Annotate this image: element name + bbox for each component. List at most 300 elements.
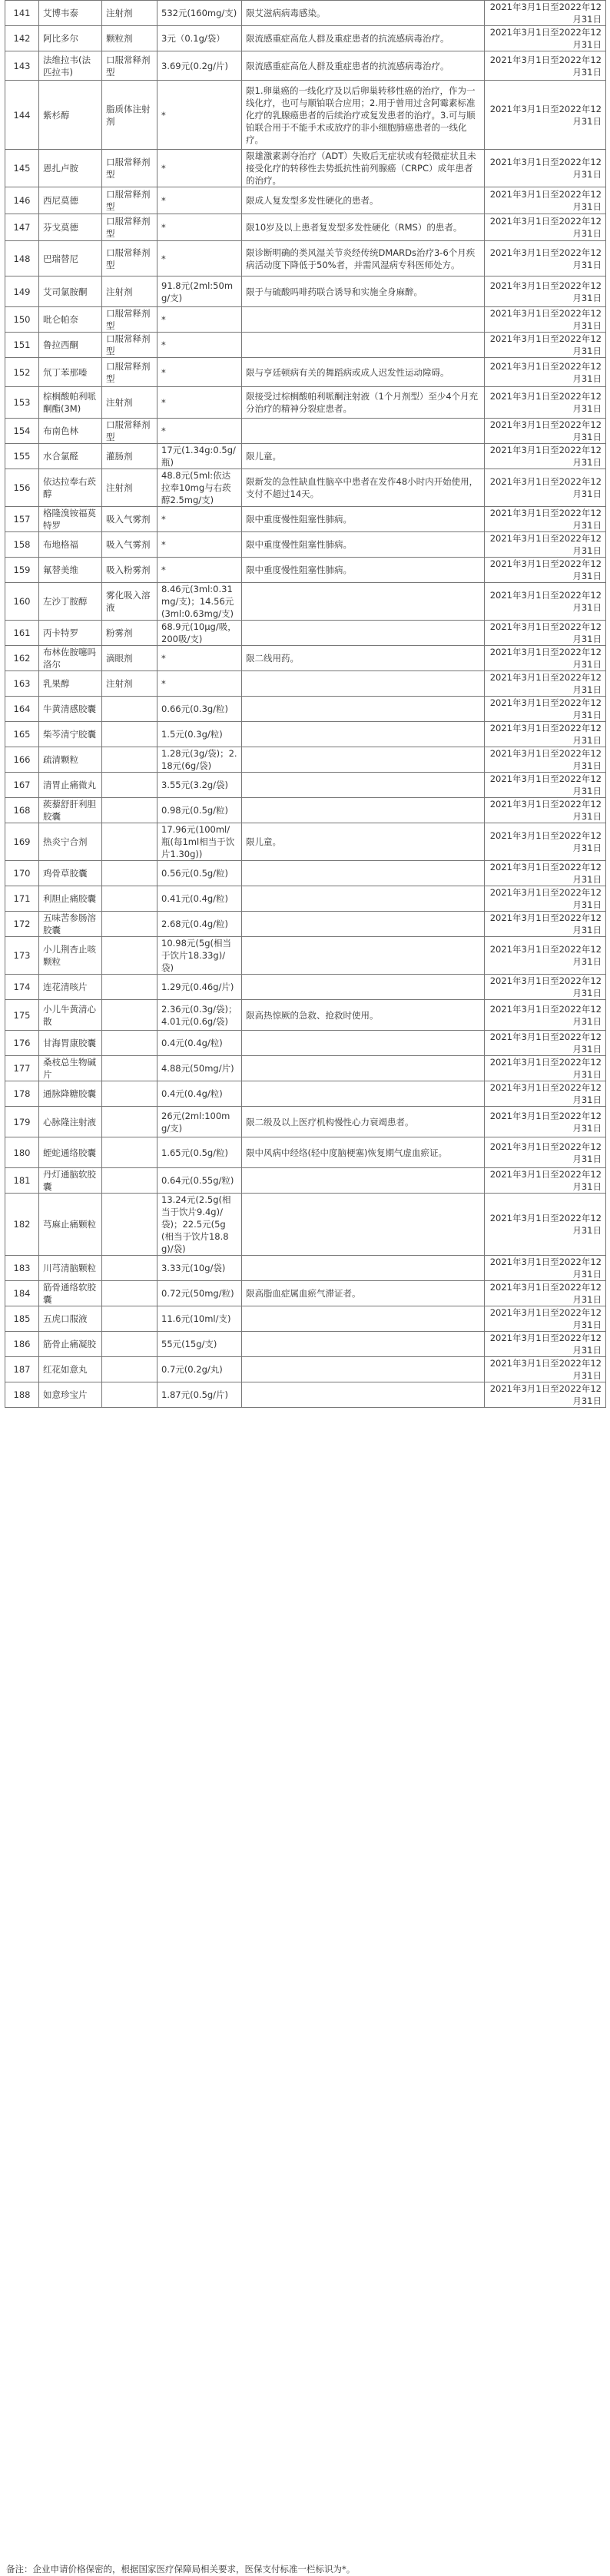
validity-period-cell: 2021年3月1日至2022年12月31日 (485, 697, 606, 722)
restriction-cell: 限中风病中经络(轻中度脑梗塞)恢复期气虚血瘀证。 (242, 1137, 485, 1168)
payment-standard-cell: * (157, 558, 242, 583)
dosage-form-cell (102, 912, 157, 937)
restriction-cell (242, 912, 485, 937)
payment-standard-cell: 1.87元(0.5g/片) (157, 1382, 242, 1408)
payment-standard-cell: 17.96元(100ml/瓶(每1ml相当于饮片1.30g)) (157, 823, 242, 861)
restriction-cell: 限与亨廷顿病有关的舞蹈病或成人迟发性运动障碍。 (242, 358, 485, 387)
payment-standard-cell: * (157, 671, 242, 697)
dosage-form-cell (102, 798, 157, 823)
validity-period-cell: 2021年3月1日至2022年12月31日 (485, 1194, 606, 1256)
dosage-form-cell: 滴眼剂 (102, 646, 157, 671)
row-number-cell: 161 (5, 621, 39, 646)
payment-standard-cell: 10.98元(5g(相当于饮片18.33g)/袋) (157, 937, 242, 975)
drug-name-cell: 布地格福 (39, 532, 102, 558)
row-number-cell: 141 (5, 1, 39, 26)
payment-standard-cell: 17元(1.34g:0.5g/瓶) (157, 444, 242, 469)
validity-period-cell: 2021年3月1日至2022年12月31日 (485, 1168, 606, 1194)
dosage-form-cell: 口服常释剂型 (102, 307, 157, 333)
restriction-cell: 限于与硫酸吗啡药联合诱导和实施全身麻醉。 (242, 276, 485, 307)
payment-standard-cell: 55元(15g/支) (157, 1332, 242, 1357)
drug-name-cell: 如意珍宝片 (39, 1382, 102, 1408)
dosage-form-cell (102, 1031, 157, 1056)
payment-standard-cell: * (157, 214, 242, 241)
table-row (5, 1357, 606, 1382)
validity-period-cell: 2021年3月1日至2022年12月31日 (485, 861, 606, 886)
table-row (5, 358, 606, 387)
restriction-cell (242, 861, 485, 886)
dosage-form-cell (102, 886, 157, 912)
restriction-cell (242, 1382, 485, 1408)
dosage-form-cell: 吸入气雾剂 (102, 507, 157, 532)
drug-name-cell: 艾博韦泰 (39, 1, 102, 26)
payment-standard-cell: 4.88元(50mg/片) (157, 1056, 242, 1081)
validity-period-cell: 2021年3月1日至2022年12月31日 (485, 1306, 606, 1332)
row-number-cell: 188 (5, 1382, 39, 1408)
validity-period-cell: 2021年3月1日至2022年12月31日 (485, 747, 606, 773)
drug-name-cell: 川芎清脑颗粒 (39, 1256, 102, 1281)
table-row (5, 773, 606, 798)
restriction-cell: 限1.卵巢癌的一线化疗及以后卵巢转移性癌的治疗，作为一线化疗，也可与顺铂联合应用；2.用于曾用过含阿霉素标准化疗的乳腺癌患者的后续治疗或复发患者的治疗。3.可与顺铂联合用于不能手术或放疗的非小细胞肺癌患者的一线化疗。 (242, 81, 485, 150)
row-number-cell: 146 (5, 187, 39, 214)
row-number-cell: 159 (5, 558, 39, 583)
row-number-cell: 145 (5, 150, 39, 187)
row-number-cell: 177 (5, 1056, 39, 1081)
payment-standard-cell: * (157, 387, 242, 419)
row-number-cell: 170 (5, 861, 39, 886)
row-number-cell: 151 (5, 333, 39, 358)
restriction-cell (242, 307, 485, 333)
payment-standard-cell: 0.7元(0.2g/丸) (157, 1357, 242, 1382)
drug-name-cell: 依达拉奉右莰醇 (39, 469, 102, 507)
row-number-cell: 181 (5, 1168, 39, 1194)
validity-period-cell: 2021年3月1日至2022年12月31日 (485, 886, 606, 912)
dosage-form-cell: 脂质体注射剂 (102, 81, 157, 150)
table-row (5, 646, 606, 671)
drug-name-cell: 小儿荆杏止咳颗粒 (39, 937, 102, 975)
drug-name-cell: 吡仑帕奈 (39, 307, 102, 333)
restriction-cell: 限接受过棕榈酸帕利哌酮注射液（1个月剂型）至少4个月充分治疗的精神分裂症患者。 (242, 387, 485, 419)
validity-period-cell: 2021年3月1日至2022年12月31日 (485, 276, 606, 307)
table-row (5, 333, 606, 358)
restriction-cell: 限新发的急性缺血性脑卒中患者在发作48小时内开始使用，支付不超过14天。 (242, 469, 485, 507)
restriction-cell (242, 621, 485, 646)
payment-standard-cell: 3.55元(3.2g/袋) (157, 773, 242, 798)
drug-name-cell: 丹灯通脑软胶囊 (39, 1168, 102, 1194)
restriction-cell (242, 333, 485, 358)
drug-name-cell: 氟替美维 (39, 558, 102, 583)
dosage-form-cell: 口服常释剂型 (102, 51, 157, 81)
drug-name-cell: 红花如意丸 (39, 1357, 102, 1382)
drug-name-cell: 柴芩清宁胶囊 (39, 722, 102, 747)
drug-name-cell: 布林佐胺噻吗洛尔 (39, 646, 102, 671)
payment-standard-cell: * (157, 358, 242, 387)
validity-period-cell: 2021年3月1日至2022年12月31日 (485, 722, 606, 747)
drug-payment-table (5, 0, 606, 1408)
payment-standard-cell: 0.41元(0.4g/粒) (157, 886, 242, 912)
payment-standard-cell: 91.8元(2ml:50mg/支) (157, 276, 242, 307)
row-number-cell: 147 (5, 214, 39, 241)
row-number-cell: 185 (5, 1306, 39, 1332)
validity-period-cell: 2021年3月1日至2022年12月31日 (485, 150, 606, 187)
table-row (5, 747, 606, 773)
drug-name-cell: 牛黄清感胶囊 (39, 697, 102, 722)
row-number-cell: 160 (5, 583, 39, 621)
table-row (5, 975, 606, 1000)
row-number-cell: 157 (5, 507, 39, 532)
validity-period-cell: 2021年3月1日至2022年12月31日 (485, 507, 606, 532)
payment-standard-cell: 48.8元(5ml:依达拉奉10mg与右莰醇2.5mg/支) (157, 469, 242, 507)
row-number-cell: 165 (5, 722, 39, 747)
payment-standard-cell: * (157, 333, 242, 358)
row-number-cell: 153 (5, 387, 39, 419)
table-row (5, 187, 606, 214)
dosage-form-cell: 吸入粉雾剂 (102, 558, 157, 583)
row-number-cell: 149 (5, 276, 39, 307)
payment-standard-cell: 0.56元(0.5g/粒) (157, 861, 242, 886)
validity-period-cell: 2021年3月1日至2022年12月31日 (485, 773, 606, 798)
validity-period-cell: 2021年3月1日至2022年12月31日 (485, 1107, 606, 1137)
table-row (5, 419, 606, 444)
table-row (5, 1031, 606, 1056)
validity-period-cell: 2021年3月1日至2022年12月31日 (485, 1137, 606, 1168)
table-row (5, 507, 606, 532)
drug-name-cell: 艾司氯胺酮 (39, 276, 102, 307)
drug-name-cell: 甘海胃康胶囊 (39, 1031, 102, 1056)
table-row (5, 1306, 606, 1332)
dosage-form-cell (102, 1056, 157, 1081)
payment-standard-cell: 3.33元(10g/袋) (157, 1256, 242, 1281)
drug-name-cell: 桑枝总生物碱片 (39, 1056, 102, 1081)
drug-name-cell: 五虎口服液 (39, 1306, 102, 1332)
drug-name-cell: 蒺藜舒肝利胆胶囊 (39, 798, 102, 823)
restriction-cell (242, 937, 485, 975)
restriction-cell (242, 1194, 485, 1256)
drug-name-cell: 连花清咳片 (39, 975, 102, 1000)
validity-period-cell: 2021年3月1日至2022年12月31日 (485, 1, 606, 26)
table-row (5, 1056, 606, 1081)
dosage-form-cell (102, 697, 157, 722)
dosage-form-cell (102, 823, 157, 861)
table-row (5, 1081, 606, 1107)
payment-standard-cell: 11.6元(10ml/支) (157, 1306, 242, 1332)
payment-standard-cell: 68.9元(10μg/吸，200吸/支) (157, 621, 242, 646)
row-number-cell: 168 (5, 798, 39, 823)
dosage-form-cell (102, 1000, 157, 1031)
row-number-cell: 144 (5, 81, 39, 150)
table-row (5, 469, 606, 507)
table-row (5, 81, 606, 150)
restriction-cell: 限流感重症高危人群及重症患者的抗流感病毒治疗。 (242, 26, 485, 51)
row-number-cell: 169 (5, 823, 39, 861)
table-row (5, 150, 606, 187)
row-number-cell: 152 (5, 358, 39, 387)
row-number-cell: 166 (5, 747, 39, 773)
dosage-form-cell (102, 937, 157, 975)
restriction-cell (242, 1056, 485, 1081)
table-row (5, 558, 606, 583)
restriction-cell (242, 1168, 485, 1194)
dosage-form-cell: 口服常释剂型 (102, 187, 157, 214)
table-row (5, 1194, 606, 1256)
payment-standard-cell: 1.29元(0.46g/片) (157, 975, 242, 1000)
drug-name-cell: 鲁拉西酮 (39, 333, 102, 358)
restriction-cell (242, 1332, 485, 1357)
validity-period-cell: 2021年3月1日至2022年12月31日 (485, 241, 606, 276)
restriction-cell: 限10岁及以上患者复发型多发性硬化（RMS）的患者。 (242, 214, 485, 241)
row-number-cell: 179 (5, 1107, 39, 1137)
validity-period-cell: 2021年3月1日至2022年12月31日 (485, 532, 606, 558)
validity-period-cell: 2021年3月1日至2022年12月31日 (485, 621, 606, 646)
drug-name-cell: 棕榈酸帕利哌酮酯(3M) (39, 387, 102, 419)
payment-standard-cell: * (157, 646, 242, 671)
dosage-form-cell (102, 1137, 157, 1168)
row-number-cell: 143 (5, 51, 39, 81)
validity-period-cell: 2021年3月1日至2022年12月31日 (485, 214, 606, 241)
payment-standard-cell: 8.46元(3ml:0.31mg/支)；14.56元(3ml:0.63mg/支) (157, 583, 242, 621)
drug-name-cell: 恩扎卢胺 (39, 150, 102, 187)
restriction-cell: 限高脂血症属血瘀气滞证者。 (242, 1281, 485, 1306)
restriction-cell: 限高热惊厥的急救、抢救时使用。 (242, 1000, 485, 1031)
drug-name-cell: 法维拉韦(法匹拉韦) (39, 51, 102, 81)
drug-name-cell: 清胃止痛微丸 (39, 773, 102, 798)
validity-period-cell: 2021年3月1日至2022年12月31日 (485, 81, 606, 150)
table-row (5, 583, 606, 621)
validity-period-cell: 2021年3月1日至2022年12月31日 (485, 1382, 606, 1408)
drug-name-cell: 通脉降糖胶囊 (39, 1081, 102, 1107)
restriction-cell: 限诊断明确的类风湿关节炎经传统DMARDs治疗3-6个月疾病活动度下降低于50%者，并需风湿病专科医师处方。 (242, 241, 485, 276)
drug-name-cell: 乳果醇 (39, 671, 102, 697)
row-number-cell: 175 (5, 1000, 39, 1031)
table-row (5, 26, 606, 51)
row-number-cell: 142 (5, 26, 39, 51)
validity-period-cell: 2021年3月1日至2022年12月31日 (485, 823, 606, 861)
payment-standard-cell: 2.36元(0.3g/袋)；4.01元(0.6g/袋) (157, 1000, 242, 1031)
table-row (5, 886, 606, 912)
payment-standard-cell: 1.5元(0.3g/粒) (157, 722, 242, 747)
row-number-cell: 173 (5, 937, 39, 975)
row-number-cell: 180 (5, 1137, 39, 1168)
payment-standard-cell: 3元（0.1g/袋） (157, 26, 242, 51)
table-row (5, 1382, 606, 1408)
validity-period-cell: 2021年3月1日至2022年12月31日 (485, 1056, 606, 1081)
dosage-form-cell (102, 1357, 157, 1382)
restriction-cell: 限儿童。 (242, 823, 485, 861)
row-number-cell: 178 (5, 1081, 39, 1107)
dosage-form-cell (102, 1194, 157, 1256)
validity-period-cell: 2021年3月1日至2022年12月31日 (485, 583, 606, 621)
validity-period-cell: 2021年3月1日至2022年12月31日 (485, 937, 606, 975)
drug-name-cell: 五味苦参肠溶胶囊 (39, 912, 102, 937)
drug-name-cell: 紫杉醇 (39, 81, 102, 150)
validity-period-cell: 2021年3月1日至2022年12月31日 (485, 646, 606, 671)
drug-name-cell: 筋骨通络软胶囊 (39, 1281, 102, 1306)
validity-period-cell: 2021年3月1日至2022年12月31日 (485, 1000, 606, 1031)
payment-standard-cell: 0.66元(0.3g/粒) (157, 697, 242, 722)
table-row (5, 1137, 606, 1168)
dosage-form-cell (102, 773, 157, 798)
dosage-form-cell: 注射剂 (102, 469, 157, 507)
drug-name-cell: 筋骨止痛凝胶 (39, 1332, 102, 1357)
validity-period-cell: 2021年3月1日至2022年12月31日 (485, 912, 606, 937)
row-number-cell: 183 (5, 1256, 39, 1281)
drug-name-cell: 水合氯醛 (39, 444, 102, 469)
restriction-cell (242, 419, 485, 444)
dosage-form-cell (102, 1168, 157, 1194)
dosage-form-cell: 注射剂 (102, 276, 157, 307)
validity-period-cell: 2021年3月1日至2022年12月31日 (485, 387, 606, 419)
payment-standard-cell: * (157, 241, 242, 276)
drug-name-cell: 芎麻止痛颗粒 (39, 1194, 102, 1256)
restriction-cell: 限二线用药。 (242, 646, 485, 671)
restriction-cell (242, 1031, 485, 1056)
payment-standard-cell: 0.4元(0.4g/粒) (157, 1081, 242, 1107)
table-row (5, 214, 606, 241)
table-row (5, 444, 606, 469)
payment-standard-cell: * (157, 307, 242, 333)
drug-name-cell: 格隆溴铵福莫特罗 (39, 507, 102, 532)
restriction-cell (242, 1306, 485, 1332)
dosage-form-cell: 雾化吸入溶液 (102, 583, 157, 621)
table-row (5, 861, 606, 886)
table-row (5, 1332, 606, 1357)
dosage-form-cell (102, 1281, 157, 1306)
row-number-cell: 186 (5, 1332, 39, 1357)
dosage-form-cell: 口服常释剂型 (102, 214, 157, 241)
restriction-cell: 限二级及以上医疗机构慢性心力衰竭患者。 (242, 1107, 485, 1137)
drug-name-cell: 蛭蛇通络胶囊 (39, 1137, 102, 1168)
row-number-cell: 150 (5, 307, 39, 333)
dosage-form-cell (102, 722, 157, 747)
drug-name-cell: 布南色林 (39, 419, 102, 444)
table-row (5, 307, 606, 333)
validity-period-cell: 2021年3月1日至2022年12月31日 (485, 444, 606, 469)
dosage-form-cell (102, 1256, 157, 1281)
row-number-cell: 174 (5, 975, 39, 1000)
restriction-cell: 限艾滋病病毒感染。 (242, 1, 485, 26)
table-row (5, 241, 606, 276)
drug-name-cell: 左沙丁胺醇 (39, 583, 102, 621)
validity-period-cell: 2021年3月1日至2022年12月31日 (485, 187, 606, 214)
validity-period-cell: 2021年3月1日至2022年12月31日 (485, 1256, 606, 1281)
validity-period-cell: 2021年3月1日至2022年12月31日 (485, 671, 606, 697)
drug-name-cell: 疏清颗粒 (39, 747, 102, 773)
dosage-form-cell (102, 1081, 157, 1107)
validity-period-cell: 2021年3月1日至2022年12月31日 (485, 469, 606, 507)
row-number-cell: 164 (5, 697, 39, 722)
row-number-cell: 155 (5, 444, 39, 469)
payment-standard-cell: 532元(160mg/支) (157, 1, 242, 26)
drug-name-cell: 小儿牛黄清心散 (39, 1000, 102, 1031)
table-row (5, 671, 606, 697)
restriction-cell (242, 798, 485, 823)
payment-standard-cell: 26元(2ml:100mg/支) (157, 1107, 242, 1137)
dosage-form-cell: 灌肠剂 (102, 444, 157, 469)
payment-standard-cell: 1.28元(3g/袋)；2.18元(6g/袋) (157, 747, 242, 773)
row-number-cell: 156 (5, 469, 39, 507)
payment-standard-cell: * (157, 419, 242, 444)
table-row (5, 1256, 606, 1281)
restriction-cell (242, 975, 485, 1000)
restriction-cell: 限中重度慢性阻塞性肺病。 (242, 558, 485, 583)
drug-name-cell: 西尼莫德 (39, 187, 102, 214)
table-row (5, 1168, 606, 1194)
restriction-cell: 限中重度慢性阻塞性肺病。 (242, 532, 485, 558)
payment-standard-cell: 2.68元(0.4g/粒) (157, 912, 242, 937)
table-row (5, 1107, 606, 1137)
payment-standard-cell: * (157, 507, 242, 532)
restriction-cell: 限流感重症高危人群及重症患者的抗流感病毒治疗。 (242, 51, 485, 81)
payment-standard-cell: * (157, 532, 242, 558)
table-row (5, 937, 606, 975)
payment-standard-cell: 1.65元(0.5g/粒) (157, 1137, 242, 1168)
validity-period-cell: 2021年3月1日至2022年12月31日 (485, 51, 606, 81)
row-number-cell: 184 (5, 1281, 39, 1306)
validity-period-cell: 2021年3月1日至2022年12月31日 (485, 1357, 606, 1382)
drug-name-cell: 芬戈莫德 (39, 214, 102, 241)
dosage-form-cell: 粉雾剂 (102, 621, 157, 646)
payment-standard-cell: 3.69元(0.2g/片) (157, 51, 242, 81)
dosage-form-cell (102, 747, 157, 773)
dosage-form-cell: 颗粒剂 (102, 26, 157, 51)
payment-standard-cell: 13.24元(2.5g(相当于饮片9.4g)/袋)；22.5元(5g(相当于饮片18.8g)/袋) (157, 1194, 242, 1256)
dosage-form-cell: 吸入气雾剂 (102, 532, 157, 558)
row-number-cell: 172 (5, 912, 39, 937)
validity-period-cell: 2021年3月1日至2022年12月31日 (485, 333, 606, 358)
validity-period-cell: 2021年3月1日至2022年12月31日 (485, 1332, 606, 1357)
validity-period-cell: 2021年3月1日至2022年12月31日 (485, 1281, 606, 1306)
restriction-cell: 限雄激素剥夺治疗（ADT）失败后无症状或有轻微症状且未接受化疗的转移性去势抵抗性前列腺癌（CRPC）成年患者的治疗。 (242, 150, 485, 187)
dosage-form-cell (102, 1107, 157, 1137)
restriction-cell (242, 722, 485, 747)
table-row (5, 621, 606, 646)
drug-name-cell: 心脉隆注射液 (39, 1107, 102, 1137)
drug-name-cell: 丙卡特罗 (39, 621, 102, 646)
table-row (5, 387, 606, 419)
drug-name-cell: 鸡骨草胶囊 (39, 861, 102, 886)
validity-period-cell: 2021年3月1日至2022年12月31日 (485, 26, 606, 51)
payment-standard-cell: * (157, 150, 242, 187)
row-number-cell: 171 (5, 886, 39, 912)
table-row (5, 1, 606, 26)
table-row (5, 51, 606, 81)
validity-period-cell: 2021年3月1日至2022年12月31日 (485, 798, 606, 823)
dosage-form-cell: 口服常释剂型 (102, 419, 157, 444)
dosage-form-cell (102, 1382, 157, 1408)
table-row (5, 1000, 606, 1031)
drug-name-cell: 巴瑞替尼 (39, 241, 102, 276)
row-number-cell: 158 (5, 532, 39, 558)
footnote: 备注：企业申请价格保密的，根据国家医疗保障局相关要求，医保支付标准一栏标识为*。 (6, 2564, 356, 2574)
validity-period-cell: 2021年3月1日至2022年12月31日 (485, 307, 606, 333)
dosage-form-cell (102, 1306, 157, 1332)
dosage-form-cell: 注射剂 (102, 387, 157, 419)
dosage-form-cell: 口服常释剂型 (102, 241, 157, 276)
dosage-form-cell: 注射剂 (102, 1, 157, 26)
restriction-cell (242, 1256, 485, 1281)
dosage-form-cell (102, 1332, 157, 1357)
table-row (5, 823, 606, 861)
restriction-cell: 限儿童。 (242, 444, 485, 469)
payment-standard-cell: 0.98元(0.5g/粒) (157, 798, 242, 823)
table-row (5, 276, 606, 307)
payment-standard-cell: 0.72元(50mg/粒) (157, 1281, 242, 1306)
restriction-cell (242, 671, 485, 697)
dosage-form-cell: 口服常释剂型 (102, 358, 157, 387)
row-number-cell: 187 (5, 1357, 39, 1382)
payment-standard-cell: * (157, 187, 242, 214)
validity-period-cell: 2021年3月1日至2022年12月31日 (485, 1081, 606, 1107)
table-row (5, 532, 606, 558)
